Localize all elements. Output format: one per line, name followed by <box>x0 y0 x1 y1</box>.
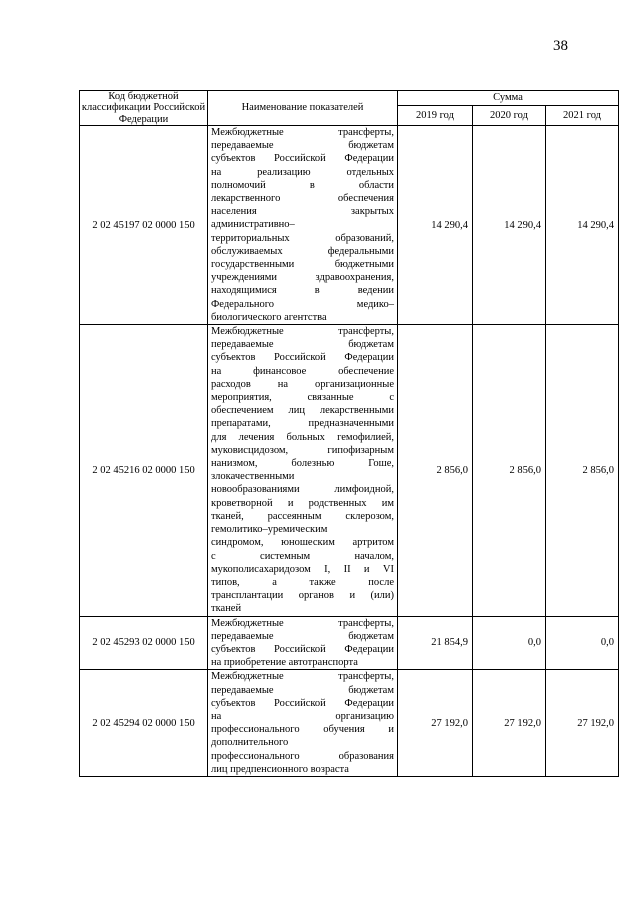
indicator-name-line: лекарственного обеспечения <box>211 193 394 205</box>
amount-2019-cell: 2 856,0 <box>398 325 473 616</box>
header-year-2020: 2020 год <box>473 106 546 126</box>
budget-code-cell: 2 02 45293 02 0000 150 <box>80 616 208 670</box>
indicator-name-line: лиц предпенсионного возраста <box>211 763 349 775</box>
indicator-name-line: учреждениями здравоохранения, <box>211 272 394 284</box>
indicator-name-line: типов, а также после <box>211 576 394 588</box>
indicator-name-line: кроветворной и родственных им <box>211 497 394 509</box>
indicator-name-line: трансплантации органов и (или) <box>211 590 394 602</box>
indicator-name-line: на приобретение автотранспорта <box>211 657 358 669</box>
indicator-name-line: профессионального обучения и <box>211 724 394 736</box>
indicator-name-line: находящимися в ведении <box>211 285 394 297</box>
amount-2020-cell: 2 856,0 <box>473 325 546 616</box>
budget-code-cell: 2 02 45294 02 0000 150 <box>80 670 208 777</box>
amount-2021-cell: 14 290,4 <box>546 126 619 325</box>
header-sum: Сумма <box>398 91 619 106</box>
indicator-name-line: для лечения больных гемофилией, <box>211 431 394 443</box>
header-year-2019: 2019 год <box>398 106 473 126</box>
indicator-name-line: расходов на организационные <box>211 378 394 390</box>
table-body <box>80 126 619 777</box>
budget-code-cell: 2 02 45216 02 0000 150 <box>80 325 208 616</box>
indicator-name-line: профессионального образования <box>211 750 394 762</box>
indicator-name-cell <box>208 670 398 777</box>
indicator-name-line: Межбюджетные трансферты, <box>211 671 394 683</box>
indicator-name-line: обеспечением лиц лекарственными <box>211 405 394 417</box>
indicator-name-line: Межбюджетные трансферты, <box>211 617 394 629</box>
table-row <box>80 325 619 616</box>
indicator-name-cell <box>208 325 398 616</box>
amount-2019-cell: 14 290,4 <box>398 126 473 325</box>
indicator-name-cell <box>208 126 398 325</box>
budget-table <box>79 90 619 777</box>
indicator-name-line: на реализацию отдельных <box>211 166 394 178</box>
amount-2021-cell: 0,0 <box>546 616 619 670</box>
amount-2020-cell: 14 290,4 <box>473 126 546 325</box>
indicator-name-line: Межбюджетные трансферты, <box>211 326 394 338</box>
indicator-name-line: передаваемые бюджетам <box>211 339 394 351</box>
budget-code-cell: 2 02 45197 02 0000 150 <box>80 126 208 325</box>
indicator-name-line: на финансовое обеспечение <box>211 365 394 377</box>
indicator-name-line: субъектов Российской Федерации <box>211 643 394 655</box>
indicator-name-line: нанизмом, болезнью Гоше, <box>211 458 394 470</box>
indicator-name-line: злокачественными <box>211 471 295 483</box>
indicator-name-line: дополнительного <box>211 737 289 749</box>
amount-2019-cell: 27 192,0 <box>398 670 473 777</box>
indicator-name-line: передаваемые бюджетам <box>211 140 394 152</box>
indicator-name-line: Межбюджетные трансферты, <box>211 127 394 138</box>
amount-2019-cell: 21 854,9 <box>398 616 473 670</box>
indicator-name-line: полномочий в области <box>211 179 394 191</box>
amount-2021-cell: 2 856,0 <box>546 325 619 616</box>
indicator-name-line: биологического агентства <box>211 311 327 323</box>
indicator-name-line: субъектов Российской Федерации <box>211 352 394 364</box>
indicator-name-line: на организацию <box>211 710 394 722</box>
indicator-name-line: муковисцидозом, гипофизарным <box>211 444 394 456</box>
indicator-name-line: Федерального медико– <box>211 298 394 310</box>
indicator-name-line: субъектов Российской Федерации <box>211 697 394 709</box>
indicator-name-line: передаваемые бюджетам <box>211 684 394 696</box>
table-row <box>80 126 619 325</box>
indicator-name-cell <box>208 616 398 670</box>
indicator-name-line: тканей, рассеянным склерозом, <box>211 510 394 522</box>
indicator-name-line: гемолитико–уремическим <box>211 524 328 536</box>
page-number: 38 <box>553 38 568 54</box>
amount-2021-cell: 27 192,0 <box>546 670 619 777</box>
indicator-name-line: передаваемые бюджетам <box>211 630 394 642</box>
header-year-2021: 2021 год <box>546 106 619 126</box>
indicator-name-line: территориальных образований, <box>211 232 394 244</box>
indicator-name-line: мукополисахаридозом I, II и VI <box>211 563 394 575</box>
indicator-name-line: новообразованиями лимфоидной, <box>211 484 394 496</box>
indicator-name-line: мероприятия, связанные с <box>211 392 394 404</box>
header-code: Код бюджетной классификации Российской Федерации <box>80 91 208 126</box>
table-row <box>80 670 619 777</box>
indicator-name-line: административно– <box>211 219 295 231</box>
table-row <box>80 616 619 670</box>
indicator-name-line: с системным началом, <box>211 550 394 562</box>
indicator-name-line: обслуживаемых федеральными <box>211 245 394 257</box>
indicator-name-line: государственными бюджетными <box>211 259 394 271</box>
indicator-name-line: субъектов Российской Федерации <box>211 153 394 165</box>
indicator-name-line: препаратами, предназначенными <box>211 418 394 430</box>
amount-2020-cell: 27 192,0 <box>473 670 546 777</box>
indicator-name-line: населения закрытых <box>211 206 394 218</box>
amount-2020-cell: 0,0 <box>473 616 546 670</box>
indicator-name-line: синдромом, юношеским артритом <box>211 537 394 549</box>
header-name: Наименование показателей <box>208 91 398 126</box>
indicator-name-line: тканей <box>211 603 242 615</box>
